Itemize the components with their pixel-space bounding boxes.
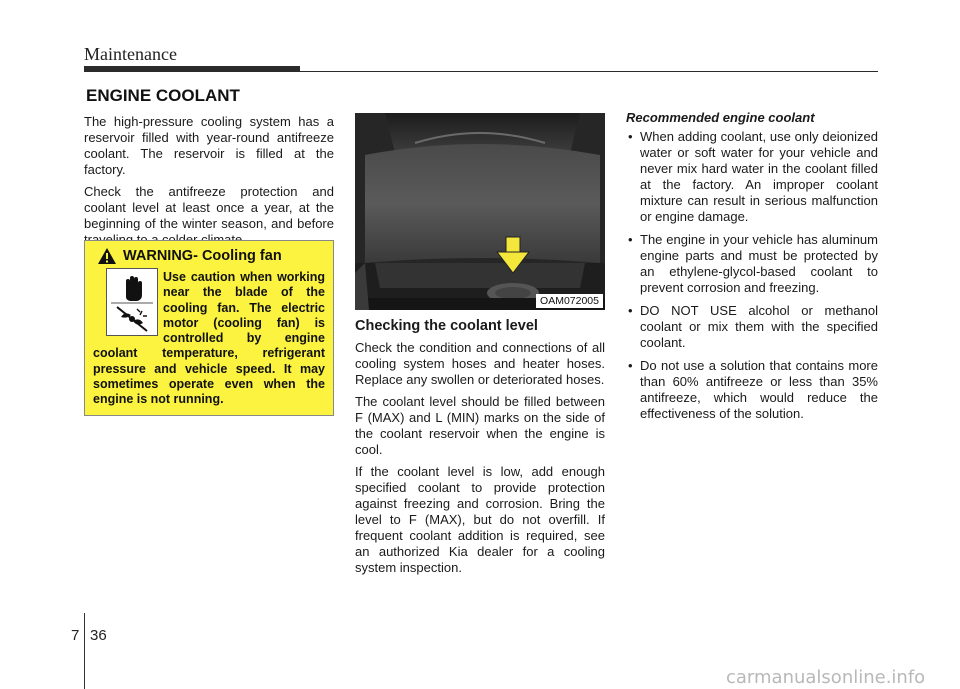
- checking-heading: Checking the coolant level: [355, 318, 538, 334]
- low-level-paragraph: If the coolant level is low, add enough specified coolant to provide protection against freezing and corrosion. Bring the level to F (MAX), but do not overfill. If frequent coolant addition is required, see an authorized Kia dealer for a cooling system inspection.: [355, 464, 605, 575]
- footer-divider: [84, 613, 85, 689]
- level-paragraph: The coolant level should be filled between F (MAX) and L (MIN) marks on the side of the coolant reservoir when the engine is cool.: [355, 394, 605, 457]
- list-item: • When adding coolant, use only deionized water or soft water for your vehicle and never mix hard water in the coolant filled at the factory. An improper coolant mixture can result in serious malfunction or engine damage.: [626, 129, 878, 225]
- warning-text: Use caution when working near the blade of the cooling fan. The electric motor (cooling fan) is controlled by engine coolant temperature, refrigerant pressure and vehicle speed. It may sometimes operate even when the engine is not running.: [93, 270, 325, 407]
- recommended-heading: Recommended engine coolant: [626, 110, 815, 125]
- figure-code: OAM072005: [536, 294, 603, 308]
- recommendation-list: [626, 129, 878, 422]
- hoses-paragraph: Check the condition and connections of all cooling system hoses and heater hoses. Replace any swollen or deteriorated hoses.: [355, 340, 605, 387]
- list-item: • Do not use a solution that contains more than 60% antifreeze or less than 35% antifreeze, which would reduce the effectiveness of the solution.: [626, 358, 878, 422]
- check-paragraph: Check the antifreeze protection and coolant level at least once a year, at the beginning of the winter season, and before: [84, 184, 334, 231]
- section-header: Maintenance: [84, 44, 177, 64]
- page-number: 36: [90, 627, 107, 644]
- warning-box: [84, 240, 334, 416]
- left-column: [84, 114, 334, 254]
- engine-bay-photo: [355, 113, 605, 310]
- header-rule-thick: [84, 66, 300, 72]
- warning-title: [97, 247, 282, 265]
- warning-triangle-icon: [97, 247, 117, 265]
- list-item: • DO NOT USE alcohol or methanol coolant or mix them with the specified coolant.: [626, 303, 878, 351]
- engine-photo-illustration: [355, 113, 605, 310]
- warning-label: WARNING: [123, 248, 194, 264]
- right-column: [626, 110, 878, 429]
- header-rule-thin: [300, 71, 878, 72]
- chapter-number: 7: [71, 627, 80, 644]
- page-title: ENGINE COOLANT: [86, 86, 240, 105]
- intro-paragraph: The high-pressure cooling system has a reservoir filled with year-round antifreeze coolant. The reservoir is filled at the factory.: [84, 114, 334, 177]
- watermark: carmanualsonline.info: [726, 667, 926, 688]
- warning-body: [93, 270, 325, 408]
- middle-column: [355, 318, 605, 582]
- warning-subject: - Cooling fan: [193, 248, 282, 264]
- list-item: • The engine in your vehicle has aluminum engine parts and must be protected by an ethylene-glycol-based coolant to prevent corrosion and freezing.: [626, 232, 878, 296]
